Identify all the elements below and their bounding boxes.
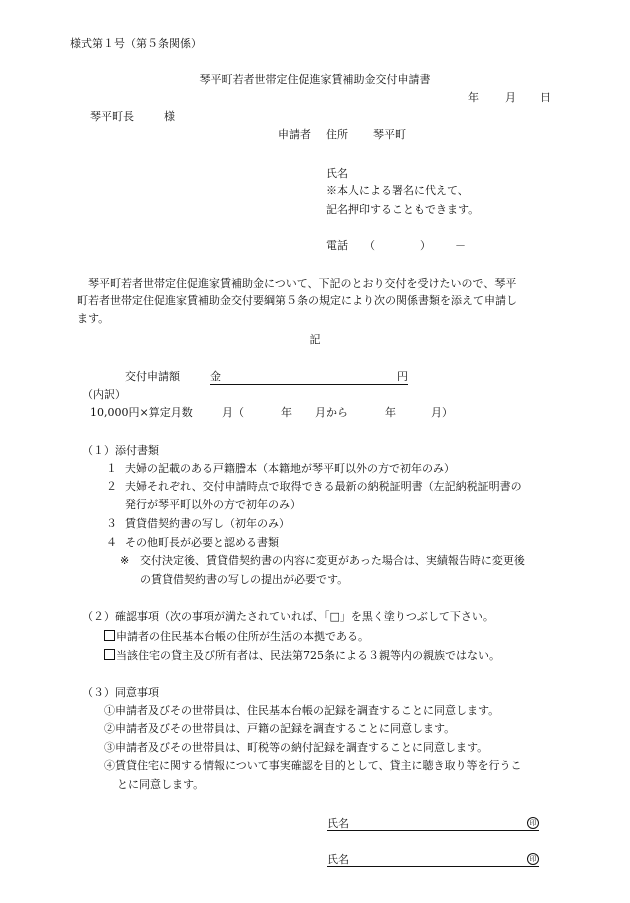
page-title: 琴平町若者世帯定住促進家賃補助金交付申請書: [199, 73, 431, 86]
signature-line-2[interactable]: [327, 852, 539, 867]
breakdown-month-close: 月）: [431, 406, 453, 419]
signature-note-line2: 記名押印することもできます。: [326, 203, 480, 216]
attachment-text-1: 夫婦の記載のある戸籍謄本（本籍地が琴平町以外の方で初年のみ）: [125, 462, 455, 475]
confirmation-item-2[interactable]: [104, 649, 500, 661]
consent-item-4-line1: ④賃貸住宅に関する情報について事実確認を目的として、貸主に聴き取り等を行うこ: [104, 759, 522, 772]
attachment-note-mark: ※: [120, 554, 130, 567]
amount-suffix: 円: [397, 370, 408, 383]
attachment-text-3: 賃貸借契約書の写し（初年のみ）: [125, 517, 290, 530]
addressee-name: 琴平町長: [90, 110, 134, 123]
attachment-num-3: ３: [106, 517, 117, 530]
amount-field[interactable]: [210, 370, 408, 385]
checkbox-icon[interactable]: [104, 649, 115, 660]
form-number: 様式第１号（第５条関係）: [70, 37, 202, 50]
date-month: 月: [505, 91, 516, 104]
attachment-text-2-line1: 夫婦それぞれ、交付申請時点で取得できる最新の納税証明書（左記納税証明書の: [125, 480, 522, 493]
attachment-num-4: ４: [106, 536, 117, 549]
consent-item-4-line2: とに同意します。: [117, 778, 205, 791]
confirmation-text-2: 当該住宅の貸主及び所有者は、民法第725条による３親等内の親族ではない。: [116, 649, 500, 662]
attachment-text-4: その他町長が必要と認める書類: [125, 536, 279, 549]
checkbox-icon[interactable]: [104, 630, 115, 641]
attachment-num-1: １: [106, 462, 117, 475]
addressee-honorific: 様: [164, 110, 175, 123]
address-label: 住所: [326, 128, 348, 141]
ki-heading: 記: [309, 333, 321, 346]
breakdown-label: （内訳）: [82, 388, 126, 401]
confirmation-heading: （２）確認事項（次の事項が満たされていれば、「□」を黒く塗りつぶして下さい。: [82, 610, 494, 623]
consent-item-3: ③申請者及びその世帯員は、町税等の納付記録を調査することに同意します。: [104, 741, 489, 754]
name-label: 氏名: [326, 167, 348, 180]
phone-close: ）: [420, 239, 431, 252]
signature-note-line1: ※本人による署名に代えて、: [326, 184, 469, 197]
breakdown-formula: 10,000円×算定月数: [90, 406, 193, 419]
phone-open: （: [364, 239, 375, 252]
signature-label-1: 氏名: [327, 817, 349, 830]
breakdown-months: 月（: [222, 406, 244, 419]
body-text-line3: ます。: [77, 312, 110, 325]
attachment-note-line2: の賃貸借契約書の写しの提出が必要です。: [140, 573, 349, 586]
breakdown-month-from: 月から: [315, 406, 348, 419]
amount-prefix: 金: [210, 370, 221, 383]
seal-icon: 印: [527, 853, 539, 865]
consent-heading: （３）同意事項: [82, 686, 159, 699]
consent-item-1: ①申請者及びその世帯員は、住民基本台帳の記録を調査することに同意します。: [104, 704, 500, 717]
date-year: 年: [468, 91, 479, 104]
signature-label-2: 氏名: [327, 853, 349, 866]
attachment-note-line1: 交付決定後、賃貸借契約書の内容に変更があった場合は、実績報告時に変更後: [140, 554, 525, 567]
applicant-label: 申請者: [278, 128, 311, 141]
confirmation-text-1: 申請者の住民基本台帳の住所が生活の本拠である。: [116, 630, 369, 643]
phone-label: 電話: [326, 239, 348, 252]
consent-item-2: ②申請者及びその世帯員は、戸籍の記録を調査することに同意します。: [104, 722, 456, 735]
date-day: 日: [540, 91, 551, 104]
address-value: 琴平町: [373, 128, 406, 141]
attachments-heading: （１）添付書類: [82, 444, 159, 457]
body-text-line1: 琴平町若者世帯定住促進家賃補助金について、下記のとおり交付を受けたいので、琴平: [88, 277, 517, 290]
phone-dash: －: [455, 239, 466, 252]
attachment-text-2-line2: 発行が琴平町以外の方で初年のみ）: [125, 498, 301, 511]
amount-label: 交付申請額: [125, 370, 180, 383]
seal-icon: 印: [527, 817, 539, 829]
breakdown-year1: 年: [281, 406, 292, 419]
breakdown-year2: 年: [385, 406, 396, 419]
signature-line-1[interactable]: [327, 816, 539, 831]
body-text-line2: 町若者世帯定住促進家賃補助金交付要綱第５条の規定により次の関係書類を添えて申請し: [77, 294, 517, 307]
attachment-num-2: ２: [106, 480, 117, 493]
confirmation-item-1[interactable]: [104, 630, 369, 642]
